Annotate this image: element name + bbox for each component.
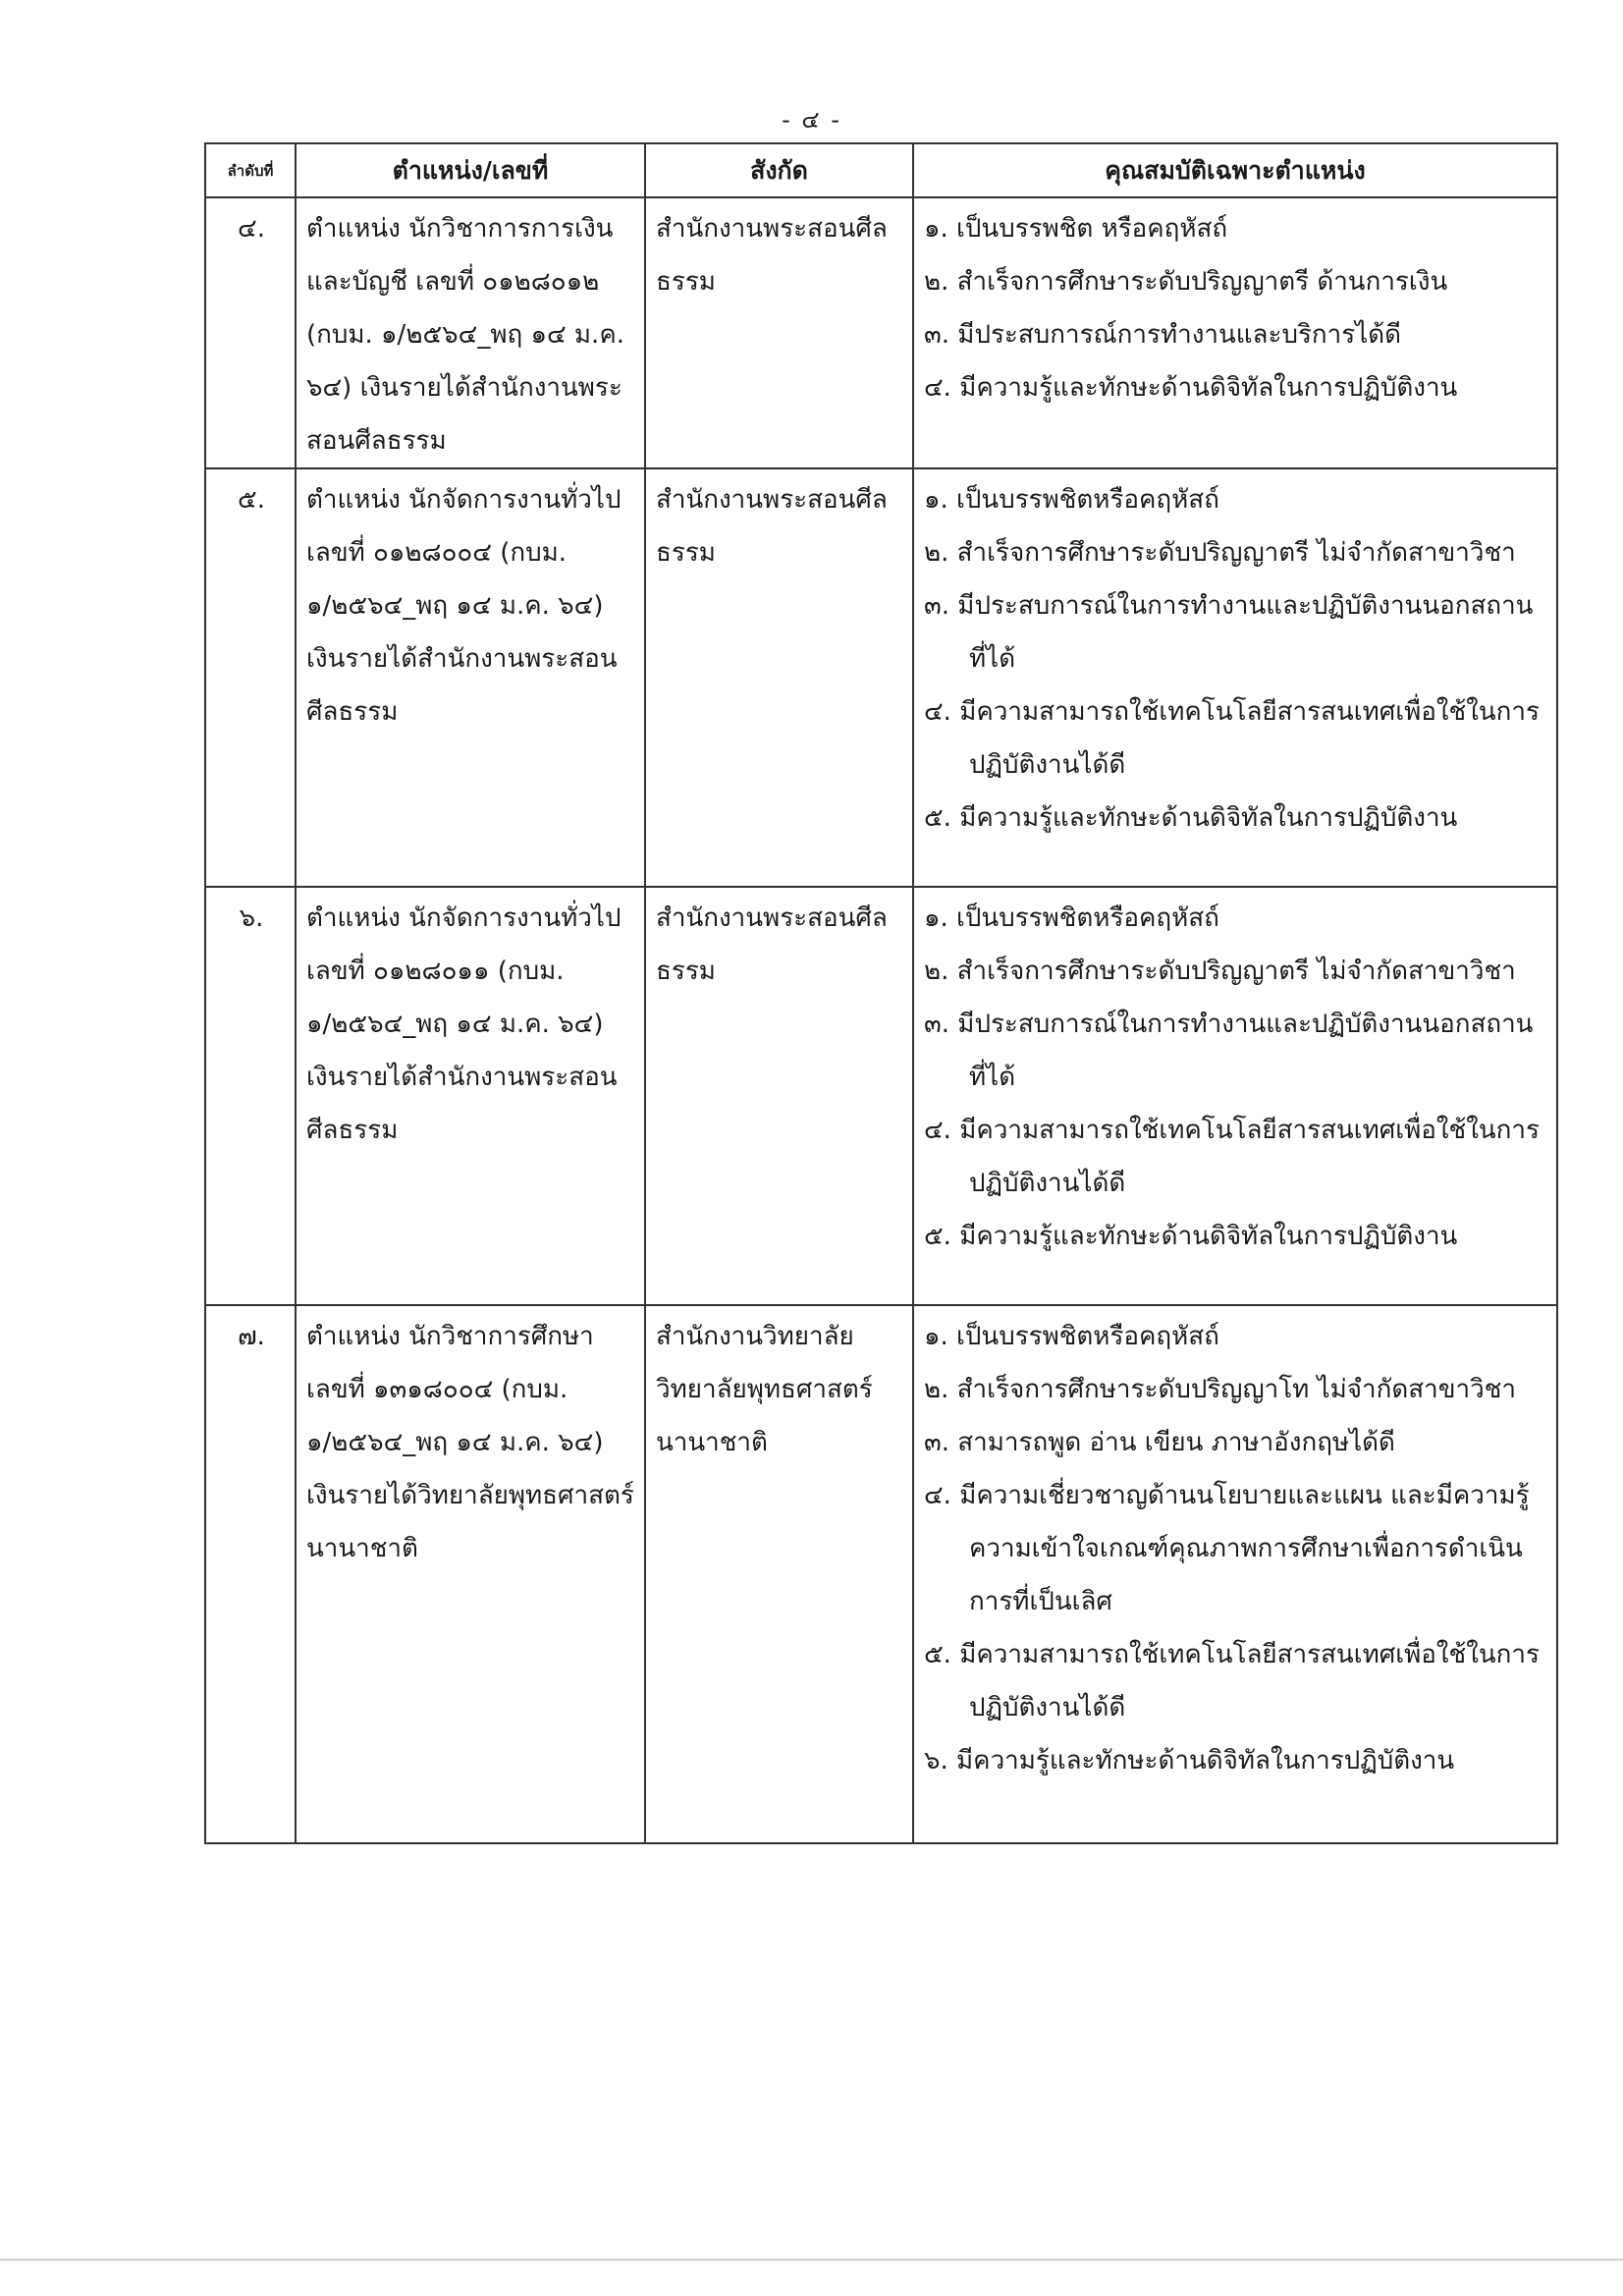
qualification-item: ๒. สำเร็จการศึกษาระดับปริญญาตรี ไม่จำกัดสาขาวิชา <box>924 957 1516 986</box>
position-cell: ตำแหน่ง นักวิชาการการเงินและบัญชี เลขที่ ๐๑๒๘๐๑๒ (กบม. ๑/๒๕๖๔_พฤ ๑๔ ม.ค. ๖๔) เงินรายได้สำนักงานพระสอนศีลธรรม <box>296 197 645 468</box>
positions-table <box>204 142 1558 1844</box>
qualification-item: ๑. เป็นบรรพชิตหรือคฤหัสถ์ <box>924 485 1219 515</box>
qualifications-cell <box>913 887 1557 1305</box>
qualification-item: ๑. เป็นบรรพชิตหรือคฤหัสถ์ <box>924 1322 1219 1351</box>
table-row <box>205 1305 1557 1843</box>
qualification-item: ๓. มีประสบการณ์ในการทำงานและปฏิบัติงานนอกสถานที่ได้ <box>924 1010 1534 1092</box>
header-no: ลำดับที่ <box>205 143 296 197</box>
qualification-item: ๕. มีความสามารถใช้เทคโนโลยีสารสนเทศเพื่อใช้ในการปฏิบัติงานได้ดี <box>924 1640 1540 1722</box>
affiliation-cell: สำนักงานพระสอนศีลธรรม <box>645 197 913 468</box>
header-position: ตำแหน่ง/เลขที่ <box>296 143 645 197</box>
qualification-item: ๒. สำเร็จการศึกษาระดับปริญญาตรี ด้านการเงิน <box>924 267 1448 297</box>
row-number: ๔. <box>205 197 296 468</box>
row-number: ๖. <box>205 887 296 1305</box>
qualification-item: ๒. สำเร็จการศึกษาระดับปริญญาตรี ไม่จำกัดสาขาวิชา <box>924 538 1516 568</box>
table-row <box>205 887 1557 1305</box>
row-number: ๗. <box>205 1305 296 1843</box>
affiliation-cell: สำนักงานวิทยาลัย วิทยาลัยพุทธศาสตร์นานาชาติ <box>645 1305 913 1843</box>
row-number: ๕. <box>205 468 296 887</box>
qualifications-cell <box>913 197 1557 468</box>
affiliation-cell: สำนักงานพระสอนศีลธรรม <box>645 887 913 1305</box>
qualification-item: ๔. มีความสามารถใช้เทคโนโลยีสารสนเทศเพื่อใช้ในการปฏิบัติงานได้ดี <box>924 697 1540 780</box>
qualification-item: ๓. มีประสบการณ์การทำงานและบริการได้ดี <box>924 320 1402 350</box>
position-cell: ตำแหน่ง นักวิชาการศึกษา เลขที่ ๑๓๑๘๐๐๔ (กบม. ๑/๒๕๖๔_พฤ ๑๔ ม.ค. ๖๔) เงินรายได้วิทยาลัยพุทธศาสตร์นานาชาติ <box>296 1305 645 1843</box>
position-cell: ตำแหน่ง นักจัดการงานทั่วไป เลขที่ ๐๑๒๘๐๐๔ (กบม. ๑/๒๕๖๔_พฤ ๑๔ ม.ค. ๖๔) เงินรายได้สำนักงานพระสอนศีลธรรม <box>296 468 645 887</box>
table-row <box>205 197 1557 468</box>
qualifications-cell <box>913 1305 1557 1843</box>
qualification-item: ๔. มีความสามารถใช้เทคโนโลยีสารสนเทศเพื่อใช้ในการปฏิบัติงานได้ดี <box>924 1116 1540 1198</box>
header-qualifications: คุณสมบัติเฉพาะตำแหน่ง <box>913 143 1557 197</box>
table-row <box>205 468 1557 887</box>
affiliation-cell: สำนักงานพระสอนศีลธรรม <box>645 468 913 887</box>
qualification-item: ๔. มีความรู้และทักษะด้านดิจิทัลในการปฏิบัติงาน <box>924 373 1458 403</box>
scan-edge-divider <box>0 2259 1623 2261</box>
qualification-item: ๔. มีความเชี่ยวชาญด้านนโยบายและแผน และมีความรู้ความเข้าใจเกณฑ์คุณภาพการศึกษาเพื่อการดำเนินการที่เป็นเลิศ <box>924 1481 1530 1616</box>
qualification-item: ๕. มีความรู้และทักษะด้านดิจิทัลในการปฏิบัติงาน <box>924 1222 1458 1251</box>
qualification-item: ๓. มีประสบการณ์ในการทำงานและปฏิบัติงานนอกสถานที่ได้ <box>924 591 1534 674</box>
table-header-row <box>205 143 1557 197</box>
qualification-item: ๓. สามารถพูด อ่าน เขียน ภาษาอังกฤษได้ดี <box>924 1428 1395 1457</box>
qualifications-cell <box>913 468 1557 887</box>
header-affiliation: สังกัด <box>645 143 913 197</box>
page-number: - ๔ - <box>782 106 841 134</box>
qualification-item: ๖. มีความรู้และทักษะด้านดิจิทัลในการปฏิบัติงาน <box>924 1746 1455 1776</box>
qualification-item: ๕. มีความรู้และทักษะด้านดิจิทัลในการปฏิบัติงาน <box>924 803 1458 833</box>
qualification-item: ๑. เป็นบรรพชิต หรือคฤหัสถ์ <box>924 214 1228 244</box>
qualification-item: ๒. สำเร็จการศึกษาระดับปริญญาโท ไม่จำกัดสาขาวิชา <box>924 1375 1516 1404</box>
position-cell: ตำแหน่ง นักจัดการงานทั่วไป เลขที่ ๐๑๒๘๐๑๑ (กบม. ๑/๒๕๖๔_พฤ ๑๔ ม.ค. ๖๔) เงินรายได้สำนักงานพระสอนศีลธรรม <box>296 887 645 1305</box>
qualification-item: ๑. เป็นบรรพชิตหรือคฤหัสถ์ <box>924 903 1219 933</box>
